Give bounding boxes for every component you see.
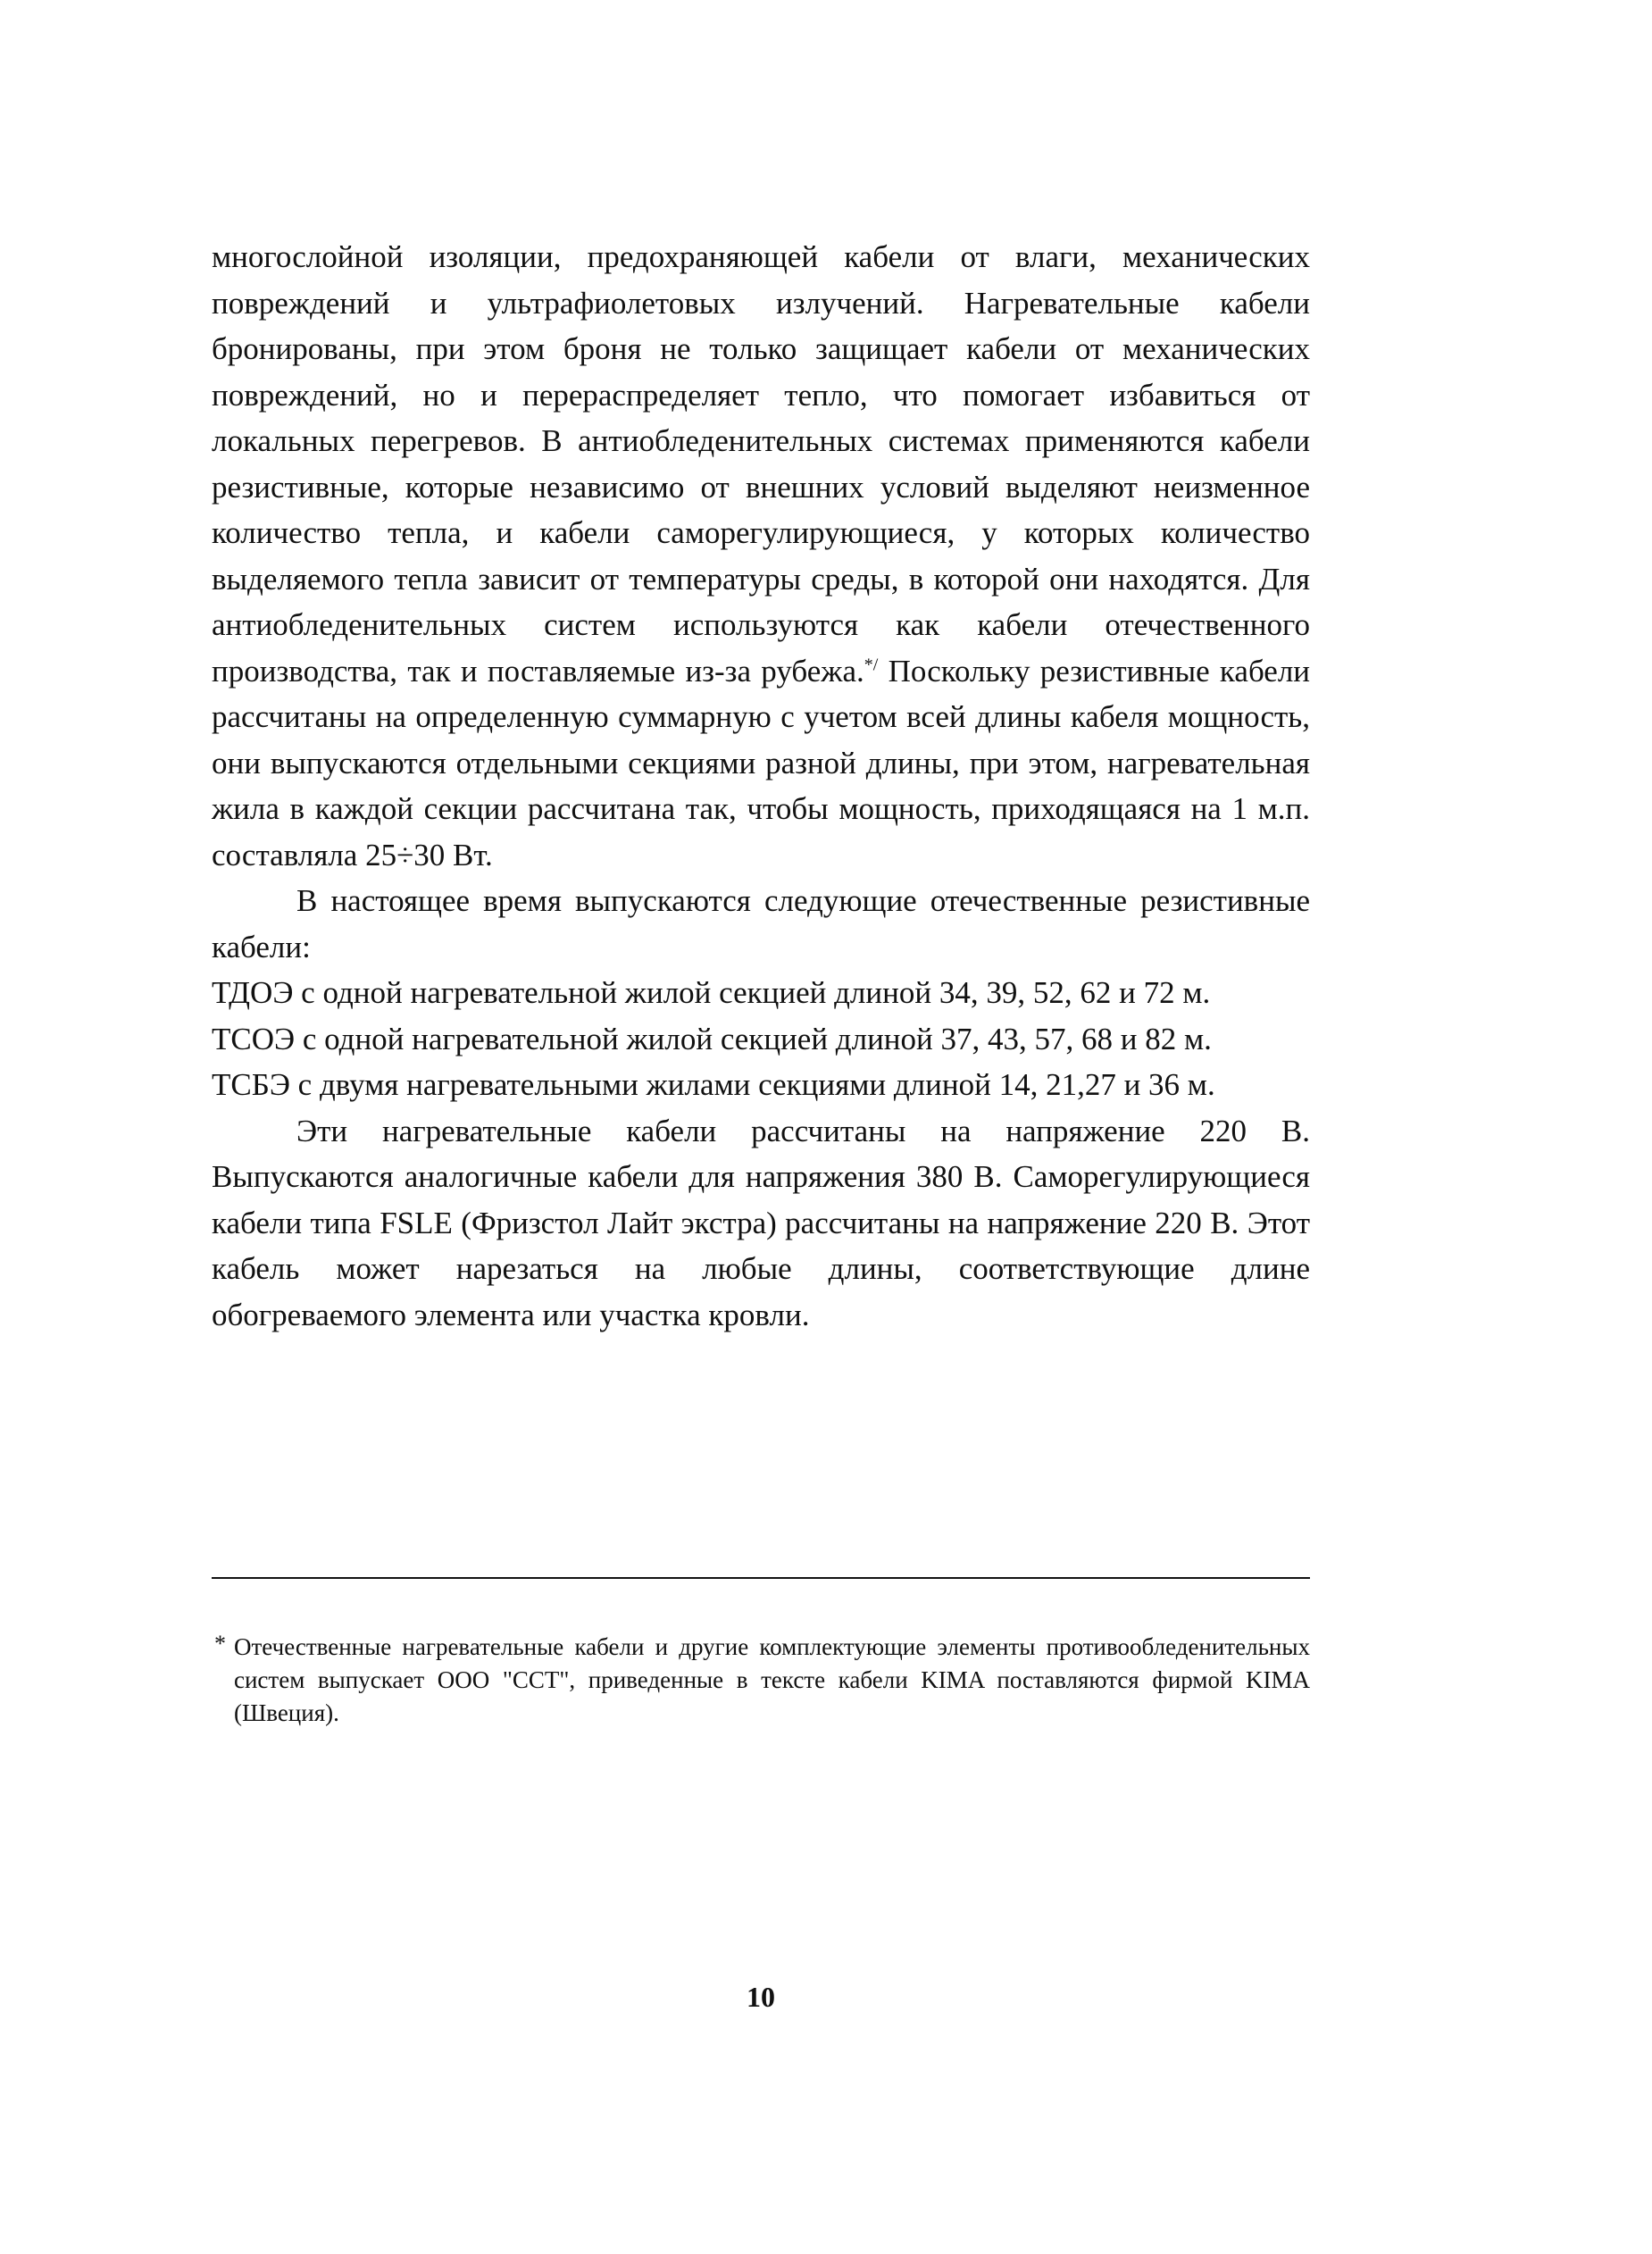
paragraph-insulation-continued: Поскольку резистивные кабели рассчитаны на определенную суммарную с учетом всей длины кабеля мощность, они выпускаются отдельными секциями разной длины, при этом, нагревательная жила в каждой секции рассчитана так, чтобы мощность, приходящаяся на 1 м.п. составляла 25÷30 Вт.	[212, 653, 1311, 872]
page-number: 10	[747, 1981, 775, 2013]
footnote-text: Отечественные нагревательные кабели и другие комплектующие элементы противообледенительных систем выпускает ООО "ССТ", приведенные в тексте кабели KIMA поставляются фирмой KIMA (Швеция).	[234, 1633, 1310, 1726]
body-text	[212, 234, 1310, 1338]
paragraph-resistive-intro: В настоящее время выпускаются следующие отечественные резистивные кабели:	[212, 883, 1310, 964]
cable-line-tsoe: ТСОЭ с одной нагревательной жилой секцией длиной 37, 43, 57, 68 и 82 м.	[212, 1021, 1212, 1056]
footnote-divider	[212, 1577, 1310, 1579]
paragraph-insulation	[212, 234, 1310, 878]
paragraph-voltage: Эти нагревательные кабели рассчитаны на напряжение 220 В. Выпускаются аналогичные кабели для напряжения 380 В. Саморегулирующиеся кабели типа FSLE (Фризстол Лайт экстра) рассчитаны на напряжение 220 В. Этот кабель может нарезаться на любые длины, соответствующие длине обогреваемого элемента или участка кровли.	[212, 1113, 1310, 1332]
cable-line-tdoe: ТДОЭ с одной нагревательной жилой секцией длиной 34, 39, 52, 62 и 72 м.	[212, 975, 1211, 1010]
cable-line-tsbe: ТСБЭ с двумя нагревательными жилами секциями длиной 14, 21,27 и 36 м.	[212, 1067, 1215, 1102]
paragraph-insulation-text: многослойной изоляции, предохраняющей кабели от влаги, механических повреждений и ультрафиолетовых излучений. Нагревательные кабели бронированы, при этом броня не только защищает кабели от механических повреждений, но и перераспределяет тепло, что помогает избавиться от локальных перегревов. В антиобледенительных системах применяются кабели резистивные, которые независимо от внешних условий выделяют неизменное количество тепла, и кабели саморегулирующиеся, у которых количество выделяемого тепла зависит от температуры среды, в которой они находятся. Для антиобледенительных систем используются как кабели отечественного производства, так и поставляемые из-за рубежа.	[212, 239, 1310, 689]
footnote-reference: */	[864, 654, 879, 674]
footnote-mark: *	[214, 1631, 226, 1657]
footnote	[214, 1631, 1310, 1730]
